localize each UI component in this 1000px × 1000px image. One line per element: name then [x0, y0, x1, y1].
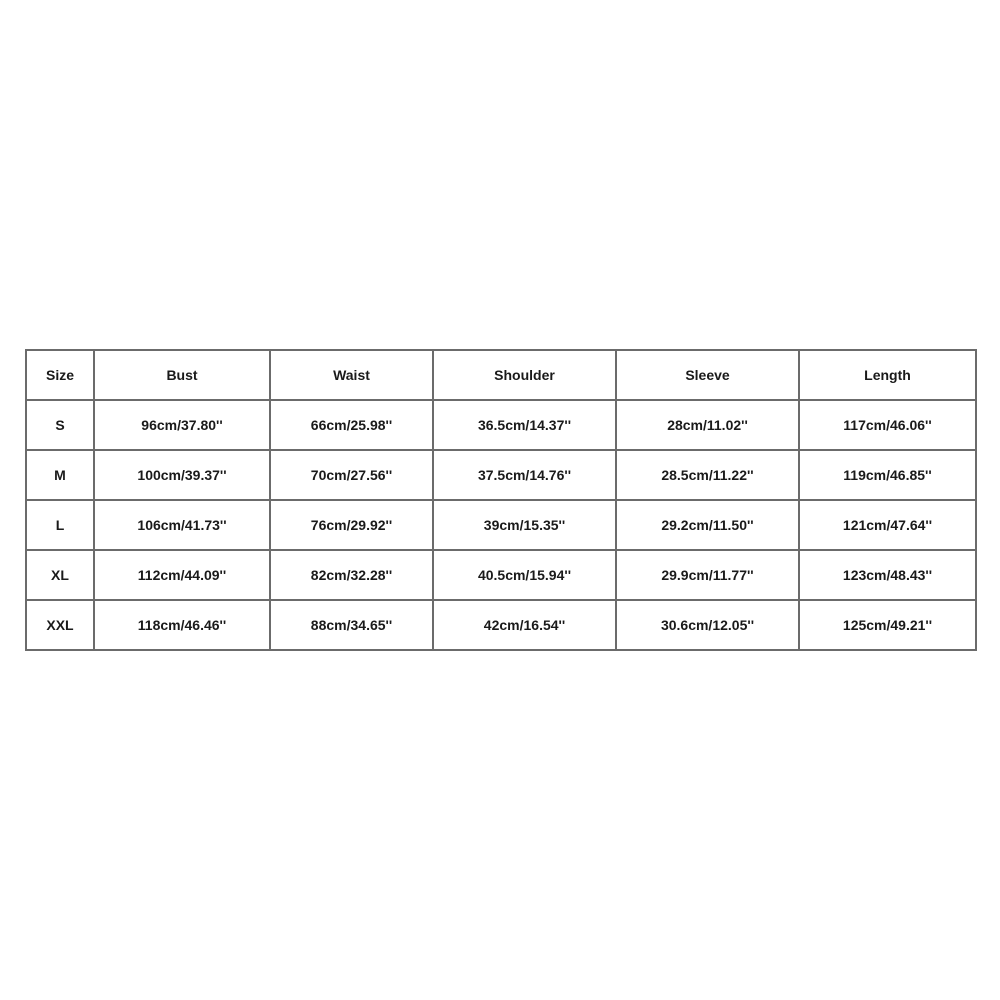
- cell-waist: 88cm/34.65'': [270, 600, 433, 650]
- cell-length: 117cm/46.06'': [799, 400, 976, 450]
- cell-shoulder: 42cm/16.54'': [433, 600, 616, 650]
- table-row: [26, 600, 976, 650]
- cell-sleeve: 30.6cm/12.05'': [616, 600, 799, 650]
- cell-sleeve: 29.2cm/11.50'': [616, 500, 799, 550]
- table-row: [26, 400, 976, 450]
- header-waist: Waist: [270, 350, 433, 400]
- table-row: [26, 550, 976, 600]
- cell-bust: 112cm/44.09'': [94, 550, 270, 600]
- cell-shoulder: 37.5cm/14.76'': [433, 450, 616, 500]
- cell-bust: 100cm/39.37'': [94, 450, 270, 500]
- cell-waist: 76cm/29.92'': [270, 500, 433, 550]
- cell-shoulder: 36.5cm/14.37'': [433, 400, 616, 450]
- cell-waist: 82cm/32.28'': [270, 550, 433, 600]
- cell-size: XL: [26, 550, 94, 600]
- header-length: Length: [799, 350, 976, 400]
- cell-size: S: [26, 400, 94, 450]
- cell-shoulder: 39cm/15.35'': [433, 500, 616, 550]
- header-row: [26, 350, 976, 400]
- cell-length: 121cm/47.64'': [799, 500, 976, 550]
- cell-length: 125cm/49.21'': [799, 600, 976, 650]
- cell-sleeve: 29.9cm/11.77'': [616, 550, 799, 600]
- cell-waist: 66cm/25.98'': [270, 400, 433, 450]
- cell-bust: 96cm/37.80'': [94, 400, 270, 450]
- cell-sleeve: 28cm/11.02'': [616, 400, 799, 450]
- cell-waist: 70cm/27.56'': [270, 450, 433, 500]
- cell-size: L: [26, 500, 94, 550]
- cell-bust: 118cm/46.46'': [94, 600, 270, 650]
- table-row: [26, 500, 976, 550]
- header-size: Size: [26, 350, 94, 400]
- cell-sleeve: 28.5cm/11.22'': [616, 450, 799, 500]
- cell-size: M: [26, 450, 94, 500]
- table-row: [26, 450, 976, 500]
- header-bust: Bust: [94, 350, 270, 400]
- cell-size: XXL: [26, 600, 94, 650]
- cell-shoulder: 40.5cm/15.94'': [433, 550, 616, 600]
- header-sleeve: Sleeve: [616, 350, 799, 400]
- cell-length: 123cm/48.43'': [799, 550, 976, 600]
- cell-length: 119cm/46.85'': [799, 450, 976, 500]
- header-shoulder: Shoulder: [433, 350, 616, 400]
- size-chart-table: [25, 349, 977, 651]
- cell-bust: 106cm/41.73'': [94, 500, 270, 550]
